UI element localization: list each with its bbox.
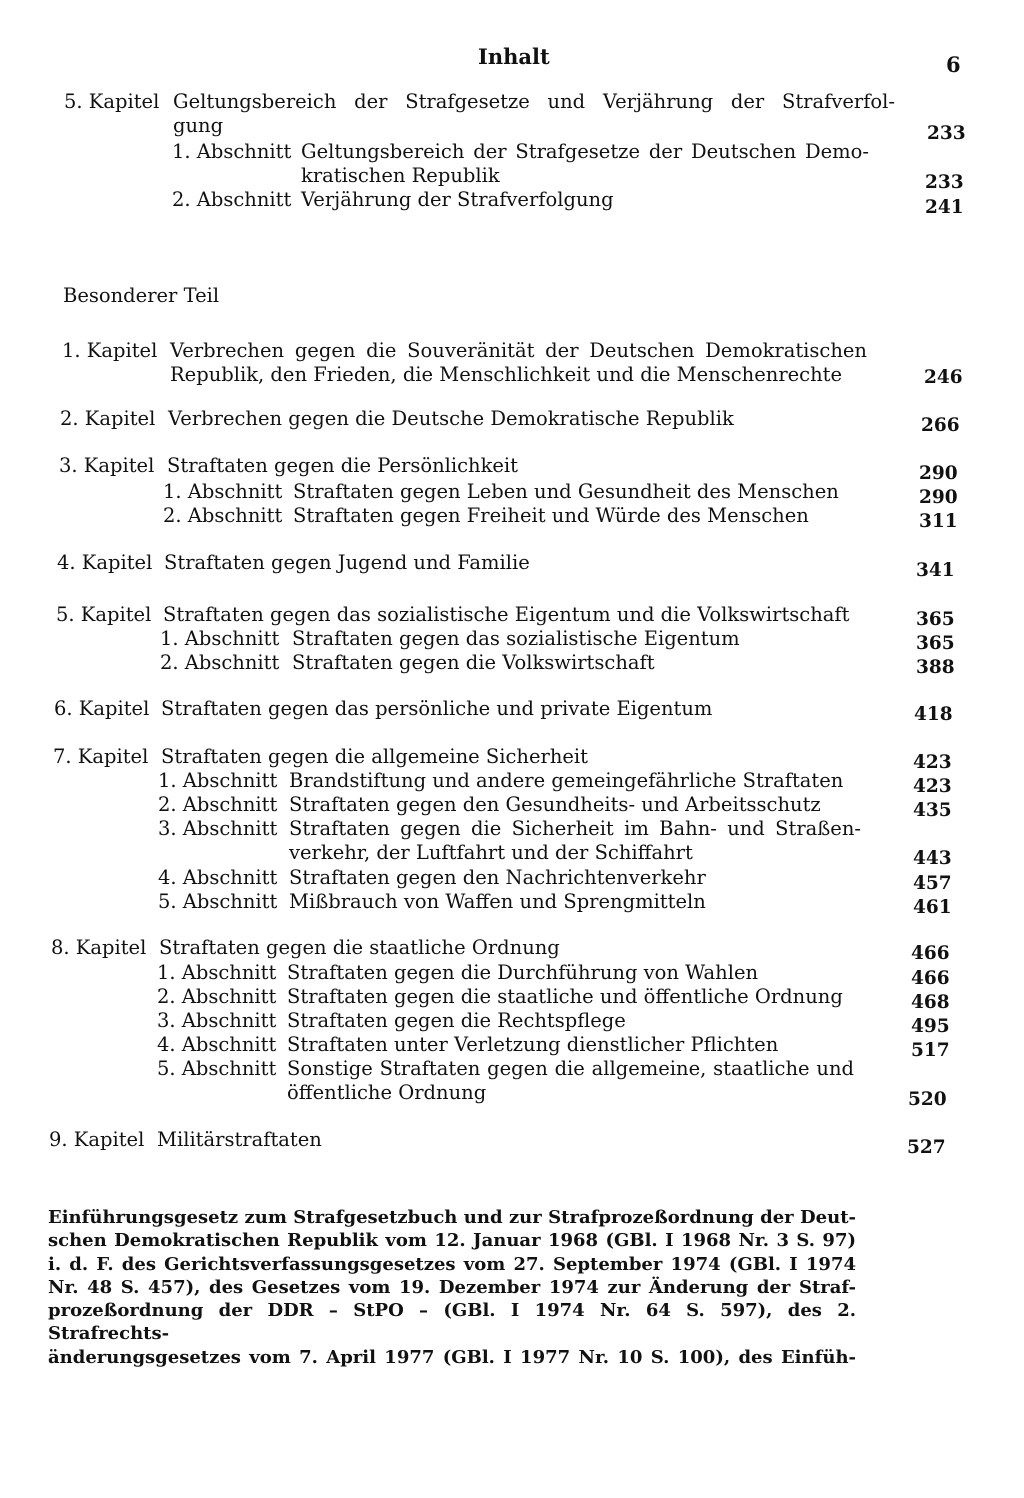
section-page: 365 (916, 633, 955, 654)
chapter-label: 1. Kapitel (62, 339, 158, 362)
paragraph-line: Nr. 48 S. 457), des Gesetzes vom 19. Dezember 1974 zur Änderung der Straf- (48, 1276, 856, 1298)
chapter-page: 290 (919, 463, 958, 484)
chapter-label: 5. Kapitel (64, 90, 160, 113)
section-label: 3. Abschnitt (158, 817, 278, 840)
section-page: 388 (916, 657, 955, 678)
chapter-title: Verbrechen gegen die Souveränität der Deutschen Demokratischen Republik, den Frieden, die Menschlichkeit und die Menschenrechte (170, 339, 867, 386)
paragraph-line: schen Demokratischen Republik vom 12. Januar 1968 (GBl. I 1968 Nr. 3 S. 97) (48, 1230, 856, 1252)
section-page: 241 (925, 197, 964, 218)
chapter-title: Straftaten gegen das sozialistische Eigentum und die Volkswirtschaft (163, 603, 850, 626)
section-page: 233 (925, 172, 964, 193)
section-title: Mißbrauch von Waffen und Sprengmitteln (289, 890, 706, 913)
section-page: 461 (913, 897, 952, 918)
chapter-title: Straftaten gegen die Persönlichkeit (167, 454, 519, 477)
chapter-label: 7. Kapitel (53, 745, 149, 768)
section-title: Straftaten unter Verletzung dienstlicher Pflichten (287, 1033, 779, 1056)
chapter-label: 9. Kapitel (49, 1128, 145, 1151)
introduction-law-paragraph (48, 1206, 856, 1369)
section-page: 468 (911, 992, 950, 1013)
chapter-title: Straftaten gegen Jugend und Familie (164, 551, 530, 574)
section-title: Straftaten gegen den Gesundheits- und Arbeitsschutz (289, 793, 821, 816)
section-label: 2. Abschnitt (157, 985, 277, 1008)
section-page: 435 (913, 800, 952, 821)
paragraph-line: i. d. F. des Gerichtsverfassungsgesetzes vom 27. September 1974 (GBl. I 1974 (48, 1253, 856, 1275)
section-label: 5. Abschnitt (157, 1057, 277, 1080)
section-label: 4. Abschnitt (158, 866, 278, 889)
section-title: Straftaten gegen die Sicherheit im Bahn- und Straßen- verkehr, der Luftfahrt und der Schiffahrt (289, 817, 861, 864)
chapter-label: 3. Kapitel (59, 454, 155, 477)
section-label: 3. Abschnitt (157, 1009, 277, 1032)
section-page: 495 (911, 1016, 950, 1037)
section-title: Straftaten gegen den Nachrichtenverkehr (289, 866, 706, 889)
section-title: Straftaten gegen das sozialistische Eigentum (292, 627, 740, 650)
chapter-title: Straftaten gegen das persönliche und private Eigentum (161, 697, 713, 720)
section-title: Straftaten gegen die Volkswirtschaft (292, 651, 655, 674)
section-label: 4. Abschnitt (157, 1033, 277, 1056)
chapter-title: Militärstraftaten (157, 1128, 322, 1151)
section-label: 1. Abschnitt (158, 769, 278, 792)
section-title: Straftaten gegen Leben und Gesundheit des Menschen (293, 480, 839, 503)
section-label: 1. Abschnitt (163, 480, 283, 503)
chapter-label: 4. Kapitel (57, 551, 153, 574)
chapter-page: 233 (927, 123, 966, 144)
section-label: 1. Abschnitt (157, 961, 277, 984)
section-title: Geltungsbereich der Strafgesetze der Deutschen Demo- kratischen Republik (301, 140, 869, 187)
section-title: Brandstiftung und andere gemeingefährliche Straftaten (289, 769, 844, 792)
section-page: 520 (908, 1089, 947, 1110)
paragraph-line: prozeßordnung der DDR – StPO – (GBl. I 1974 Nr. 64 S. 597), des 2. Strafrechts- (48, 1300, 856, 1345)
section-page: 443 (913, 848, 952, 869)
chapter-title: Straftaten gegen die staatliche Ordnung (159, 936, 560, 959)
section-title: Sonstige Straftaten gegen die allgemeine, staatliche und öffentliche Ordnung (287, 1057, 854, 1104)
paragraph-line: Einführungsgesetz zum Strafgesetzbuch und zur Strafprozeßordnung der Deut- (48, 1207, 856, 1228)
chapter-label: 5. Kapitel (56, 603, 152, 626)
chapter-label: 8. Kapitel (51, 936, 147, 959)
chapter-label: 2. Kapitel (60, 407, 156, 430)
paragraph-line: änderungsgesetzes vom 7. April 1977 (GBl. I 1977 Nr. 10 S. 100), des Einfüh- (48, 1346, 856, 1368)
section-title: Straftaten gegen die staatliche und öffentliche Ordnung (287, 985, 843, 1008)
chapter-page: 246 (924, 367, 963, 388)
section-page: 290 (919, 487, 958, 508)
section-page: 457 (913, 873, 952, 894)
section-page: 423 (913, 776, 952, 797)
chapter-page: 466 (911, 943, 950, 964)
chapter-page: 266 (921, 415, 960, 436)
chapter-page: 527 (907, 1137, 946, 1158)
section-label: 2. Abschnitt (160, 651, 280, 674)
section-page: 466 (911, 968, 950, 989)
section-title: Straftaten gegen Freiheit und Würde des Menschen (293, 504, 809, 527)
section-label: 5. Abschnitt (158, 890, 278, 913)
section-label: 2. Abschnitt (172, 188, 292, 211)
chapter-page: 418 (914, 704, 953, 725)
chapter-page: 341 (916, 560, 955, 581)
section-label: 2. Abschnitt (163, 504, 283, 527)
section-title: Straftaten gegen die Rechtspflege (287, 1009, 626, 1032)
section-page: 311 (919, 511, 958, 532)
chapter-title: Geltungsbereich der Strafgesetze und Verjährung der Strafverfol- gung (173, 90, 895, 137)
section-label: 2. Abschnitt (158, 793, 278, 816)
section-title: Straftaten gegen die Durchführung von Wahlen (287, 961, 759, 984)
section-page: 517 (911, 1040, 950, 1061)
page-title: Inhalt (478, 44, 550, 69)
section-label: 1. Abschnitt (172, 140, 292, 163)
chapter-page: 365 (916, 609, 955, 630)
chapter-title: Straftaten gegen die allgemeine Sicherheit (161, 745, 589, 768)
chapter-page: 423 (913, 752, 952, 773)
section-label: 1. Abschnitt (160, 627, 280, 650)
chapter-title: Verbrechen gegen die Deutsche Demokratische Republik (168, 407, 734, 430)
section-title: Verjährung der Strafverfolgung (301, 188, 614, 211)
page-number: 6 (946, 52, 961, 77)
chapter-label: 6. Kapitel (54, 697, 150, 720)
special-part-title: Besonderer Teil (63, 284, 220, 307)
